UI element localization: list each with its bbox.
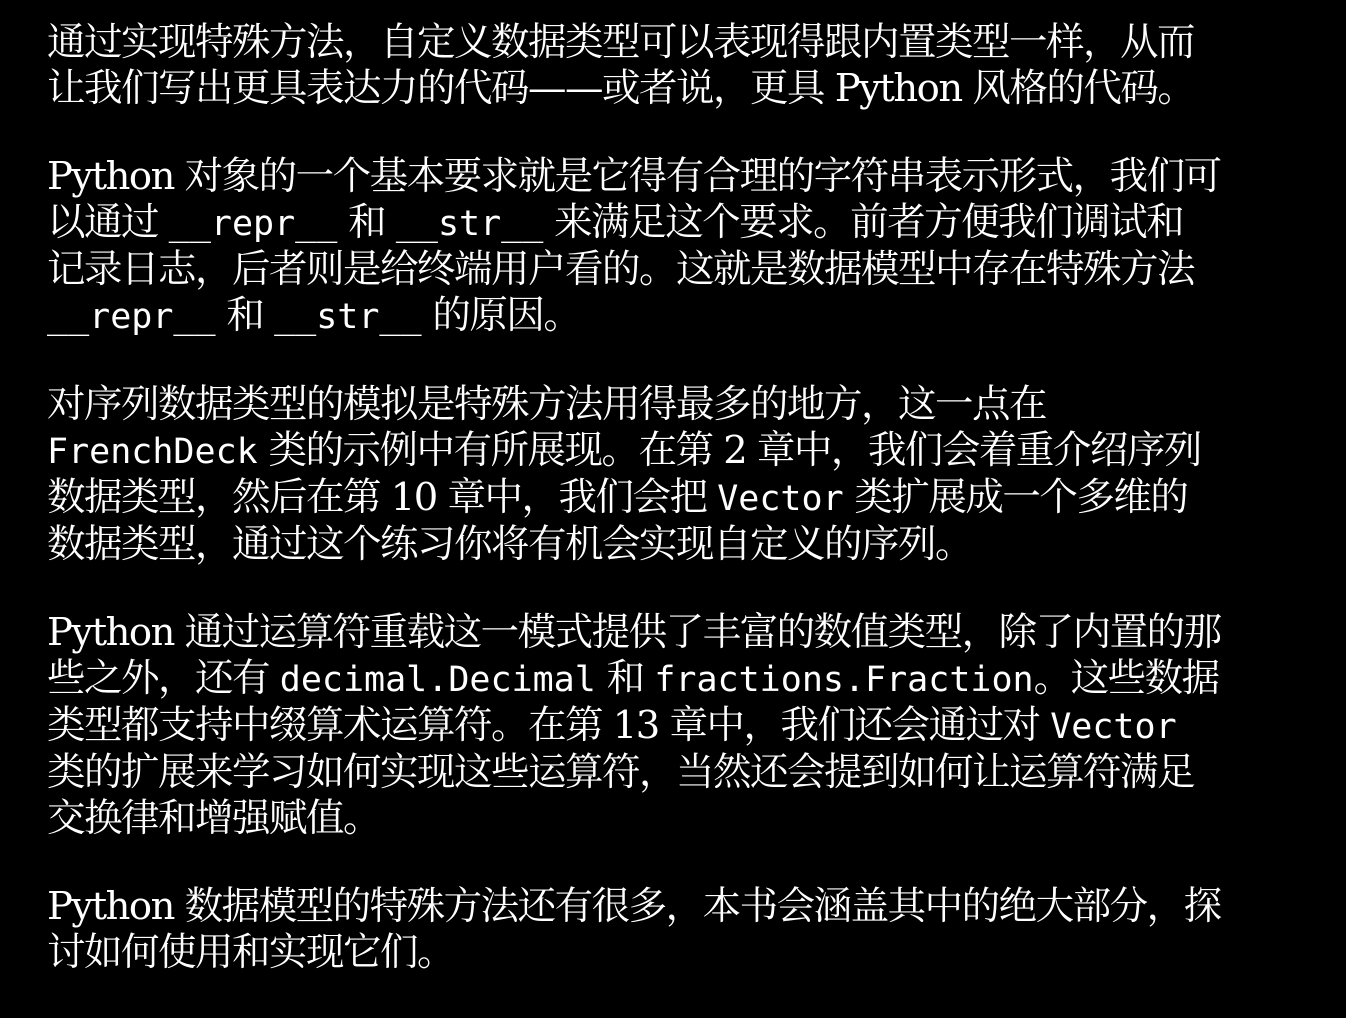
text-run: 类型都支持中缀算术运算符。在第 13 章中，我们还会通过对: [47, 703, 1051, 748]
paragraph: [47, 610, 1294, 842]
text-line: [47, 428, 1294, 475]
text-line: [47, 200, 1294, 247]
inline-code: __repr__: [168, 204, 338, 244]
text-run: 。这些数据: [1033, 656, 1219, 701]
text-line: [47, 703, 1294, 750]
inline-code: __repr__: [47, 297, 216, 337]
text-line: [47, 656, 1294, 703]
text-line: [47, 884, 1294, 930]
text-run: 对序列数据类型的模拟是特殊方法用得最多的地方，这一点在: [47, 382, 1047, 427]
paragraph: [47, 154, 1294, 340]
inline-code: Vector: [717, 479, 844, 519]
paragraph: [47, 382, 1294, 568]
text-run: 类扩展成一个多维的: [843, 475, 1188, 520]
text-line: [47, 475, 1294, 522]
text-run: 记录日志，后者则是给终端用户看的。这就是数据模型中存在特殊方法: [47, 247, 1195, 292]
paragraph: [47, 20, 1294, 112]
text-run: Python 数据模型的特殊方法还有很多，本书会涵盖其中的绝大部分，探: [47, 884, 1221, 929]
text-line: [47, 522, 1294, 568]
text-run: 来满足这个要求。前者方便我们调试和: [543, 200, 1184, 245]
inline-code: decimal.Decimal: [279, 660, 596, 700]
text-line: [47, 66, 1294, 112]
text-line: [47, 750, 1294, 796]
text-run: 些之外，还有: [47, 656, 280, 701]
inline-code: FrenchDeck: [47, 432, 258, 472]
text-run: 和: [215, 293, 275, 338]
text-line: [47, 796, 1294, 842]
text-run: Python 对象的一个基本要求就是它得有合理的字符串表示形式，我们可: [47, 154, 1221, 199]
text-run: 和: [595, 656, 655, 701]
text-run: 和: [337, 200, 396, 245]
text-run: 让我们写出更具表达力的代码——或者说，更具 Python 风格的代码。: [47, 66, 1195, 111]
text-line: [47, 610, 1294, 656]
text-line: [47, 20, 1294, 66]
text-run: 数据类型，然后在第 10 章中，我们会把: [47, 475, 718, 520]
text-run: Python 通过运算符重载这一模式提供了丰富的数值类型，除了内置的那: [47, 610, 1221, 655]
text-run: 交换律和增强赋值。: [47, 796, 381, 841]
text-line: [47, 930, 1294, 976]
inline-code: __str__: [274, 297, 422, 337]
text-run: 通过实现特殊方法，自定义数据类型可以表现得跟内置类型一样，从而: [47, 20, 1195, 65]
inline-code: Vector: [1050, 707, 1177, 747]
text-run: 数据类型，通过这个练习你将有机会实现自定义的序列。: [47, 522, 973, 567]
inline-code: __str__: [395, 204, 544, 244]
inline-code: fractions.Fraction: [654, 660, 1034, 700]
text-line: [47, 293, 1294, 340]
text-run: 以通过: [47, 200, 169, 245]
text-run: 讨如何使用和实现它们。: [47, 930, 455, 975]
text-line: [47, 247, 1294, 293]
text-run: 的原因。: [421, 293, 581, 338]
text-run: 类的扩展来学习如何实现这些运算符，当然还会提到如何让运算符满足: [47, 750, 1195, 795]
text-line: [47, 382, 1294, 428]
text-run: 类的示例中有所展现。在第 2 章中，我们会着重介绍序列: [257, 428, 1201, 473]
text-line: [47, 154, 1294, 200]
paragraph: [47, 884, 1294, 976]
